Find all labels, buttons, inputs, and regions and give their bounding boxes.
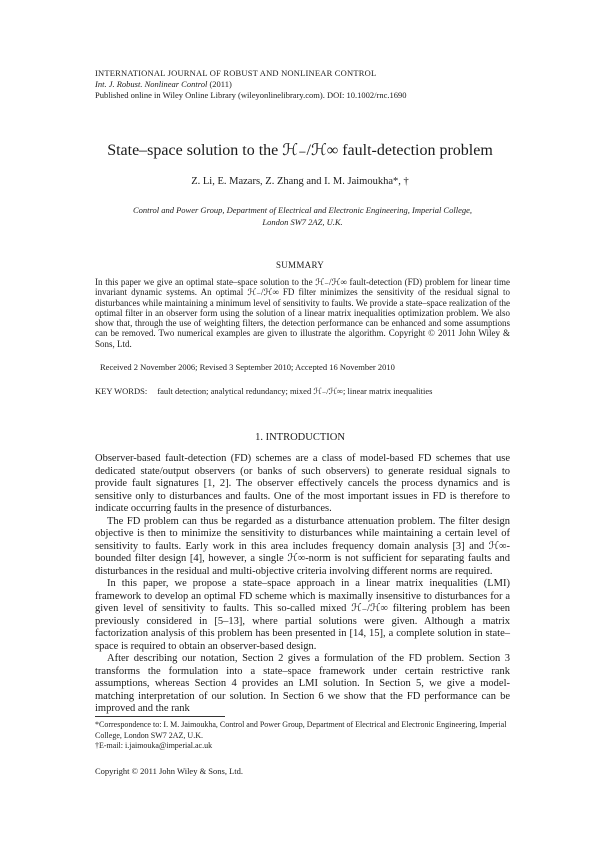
correspondence-footnote: *Correspondence to: I. M. Jaimoukha, Control and Power Group, Department of Electrical and Electronic Engineering, Imperial College, London SW7 2AZ, U.K.: [95, 720, 507, 740]
journal-year: (2011): [209, 79, 232, 89]
keywords-list: fault detection; analytical redundancy; mixed ℋ₋/ℋ∞; linear matrix inequalities: [157, 386, 433, 396]
affiliation: [110, 204, 495, 228]
received-dates: Received 2 November 2006; Revised 3 September 2010; Accepted 16 November 2010: [100, 362, 395, 372]
paragraph: In this paper, we propose a state–space approach in a linear matrix inequalities (LMI) framework to develop an optimal FD scheme which is maximally insensitive to disturbances for a given level of sensitivity to faults. This so-called mixed ℋ₋/ℋ∞ filtering problem has been previously considered in [5–13], where partial solutions were given. Although a matrix factorization analysis of this problem has been presented in [14, 15], a complete solution in state–space is required to obtain an observer-based design.: [95, 578, 510, 652]
journal-header: [95, 68, 407, 101]
paragraph: Observer-based fault-detection (FD) schemes are a class of model-based FD schemes that use dedicated state/output observers (or banks of such observers) to generate residual signals to provide fault signatures [1, 2]. The observer effectively cancels the process dynamics and is sensitive only to disturbances and faults. One of the most important issues in FD is therefore to indicate occurring faults in the presence of disturbances.: [95, 453, 510, 514]
author-list: Z. Li, E. Mazars, Z. Zhang and I. M. Jaimoukha*, †: [191, 176, 409, 187]
copyright-notice: Copyright © 2011 John Wiley & Sons, Ltd.: [95, 766, 244, 776]
keywords-label: KEY WORDS:: [95, 386, 148, 396]
footnote-rule: [95, 716, 225, 717]
abstract-text: In this paper we give an optimal state–space solution to the ℋ₋/ℋ∞ fault-detection (FD) problem for linear time invariant dynamic systems. An optimal ℋ₋/ℋ∞ FD filter minimizes the sensitivity of the residual signal to disturbances while maintaining a minimum level of sensitivity to faults. We provide a state–space realization of the optimal filter in an observer form using the solution of a linear matrix inequalities optimization problem. We also show that, through the use of weighting filters, the detection performance can be enhanced and some assumptions can be removed. Two numerical examples are given to illustrate the algorithm. Copyright © 2011 John Wiley & Sons, Ltd.: [95, 277, 510, 349]
paragraph: After describing our notation, Section 2 gives a formulation of the FD problem. Section 3 transforms the formulation into a state–space framework under certain restrictive rank assumptions, whereas Section 4 provides an LMI solution. In Section 5, we give a model-matching interpretation of our solution. In Section 6 we show that the FD performance can be improved and the rank: [95, 653, 510, 714]
keywords: [95, 386, 433, 397]
journal-citation: [95, 79, 407, 90]
publication-info: Published online in Wiley Online Library (wileyonlinelibrary.com). DOI: 10.1002/rnc.1690: [95, 90, 407, 100]
affiliation-line-1: Control and Power Group, Department of Electrical and Electronic Engineering, Imperial College,: [132, 205, 472, 215]
paragraph: The FD problem can thus be regarded as a disturbance attenuation problem. The filter design objective is then to minimize the sensitivity to disturbances while maintaining a certain level of sensitivity to faults. Early work in this area includes frequency domain analysis [3] and ℋ∞-bounded filter design [4], however, a single ℋ∞-norm is not sufficient for separating faults and disturbances in the residual and multi-objective criteria involving different norms are required.: [95, 515, 510, 577]
journal-name: INTERNATIONAL JOURNAL OF ROBUST AND NONLINEAR CONTROL: [95, 68, 377, 78]
footnotes: [95, 716, 510, 752]
section-heading: 1. INTRODUCTION: [255, 432, 345, 443]
introduction-body: [95, 453, 510, 716]
email-footnote: †E-mail: i.jaimouka@imperial.ac.uk: [95, 741, 213, 750]
summary-heading: SUMMARY: [275, 260, 325, 270]
paper-title: State–space solution to the ℋ₋/ℋ∞ fault-detection problem: [107, 142, 493, 159]
journal-short-name: Int. J. Robust. Nonlinear Control: [95, 79, 208, 89]
affiliation-line-2: London SW7 2AZ, U.K.: [262, 217, 343, 227]
